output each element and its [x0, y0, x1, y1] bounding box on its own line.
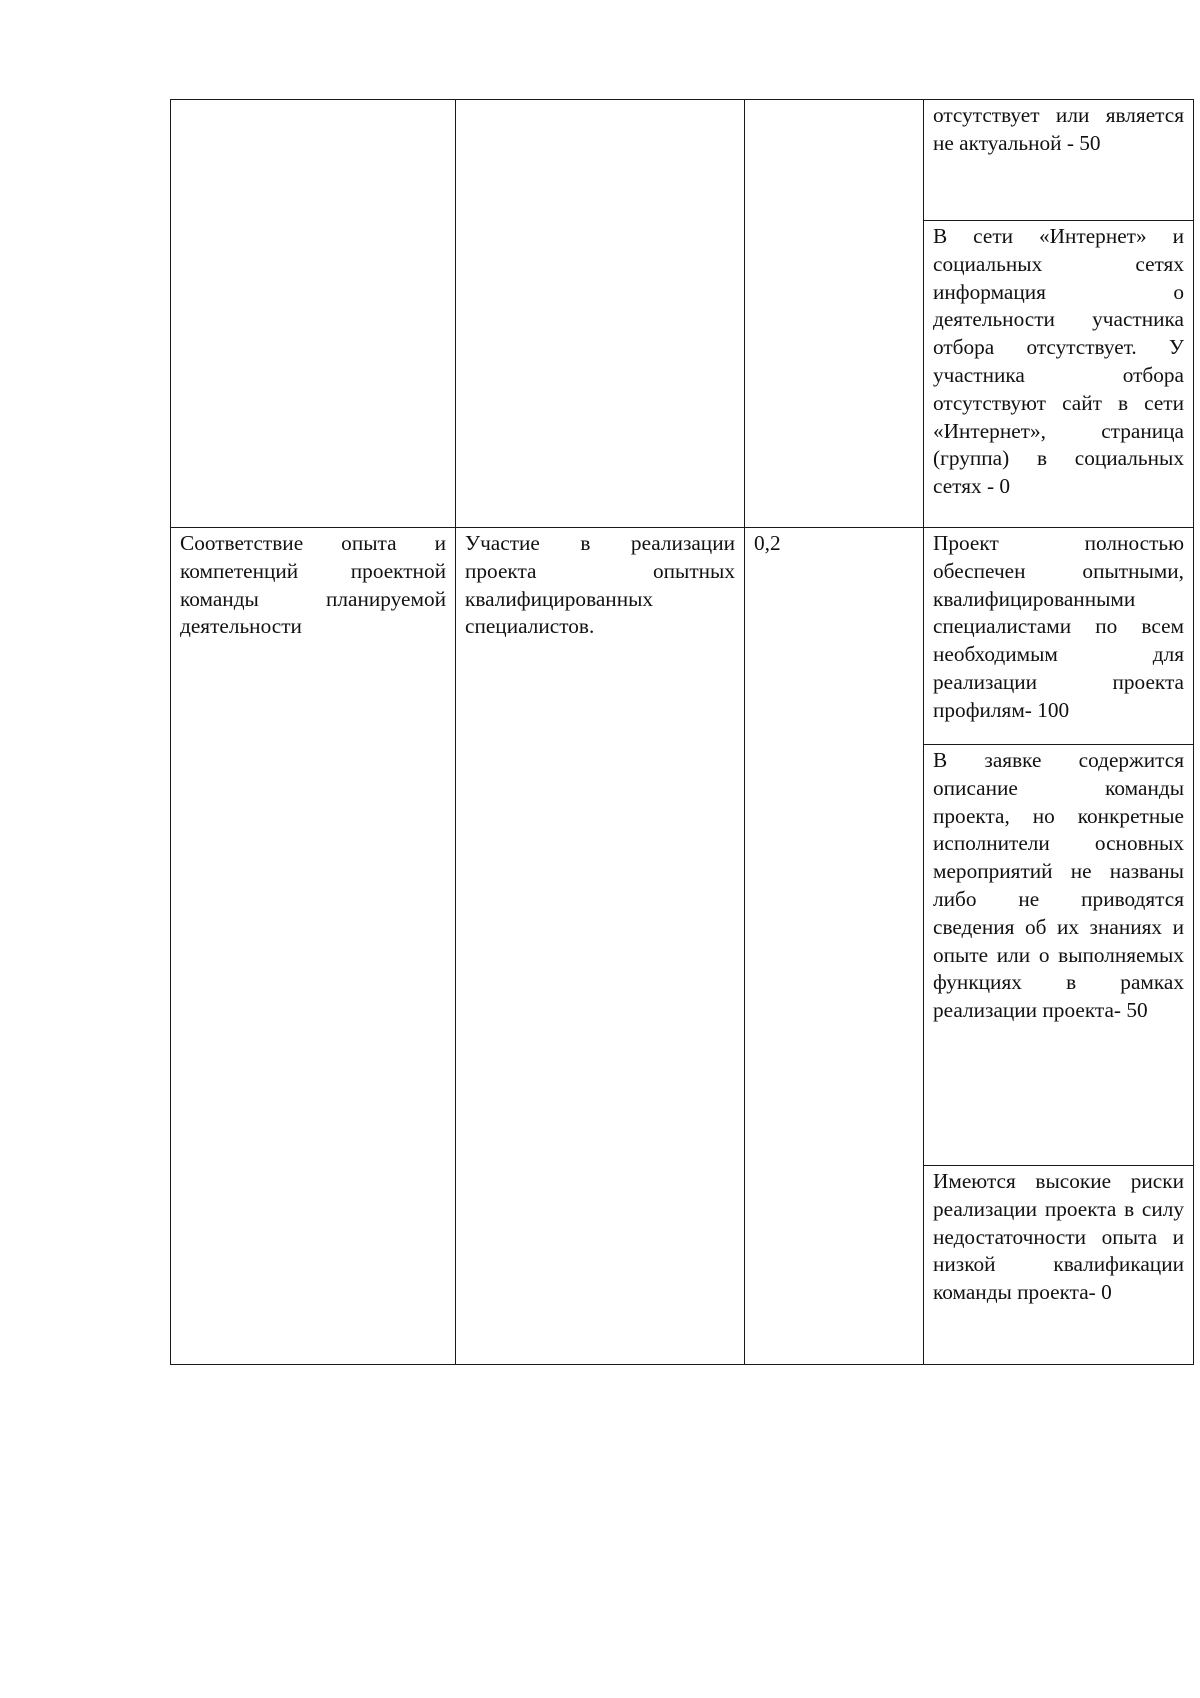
- indicator-cell: Участие в реализации проекта опытных квалифицированных специалистов.: [456, 528, 745, 1365]
- criterion-cell: [171, 100, 456, 528]
- weight-cell: 0,2: [745, 528, 924, 1365]
- score-cell: В сети «Интернет» и социальных сетях информация о деятельности участника отбора отсутствует. У участника отбора отсутствуют сайт в сети «Интернет», страница (группа) в социальных сетях - 0: [924, 221, 1194, 528]
- score-cell: В заявке содержится описание команды проекта, но конкретные исполнители основных мероприятий не названы либо не приводятся сведения об их знаниях и опыте или о выполняемых функциях в рамках реализации проекта- 50: [924, 745, 1194, 1166]
- weight-cell: [745, 100, 924, 528]
- evaluation-criteria-table: [170, 99, 1194, 1365]
- score-cell: Проект полностью обеспечен опытными, квалифицированными специалистами по всем необходимым для реализации проекта профилям- 100: [924, 528, 1194, 745]
- criterion-cell: Соответствие опыта и компетенций проектной команды планируемой деятельности: [171, 528, 456, 1365]
- indicator-cell: [456, 100, 745, 528]
- score-cell: Имеются высокие риски реализации проекта в силу недостаточности опыта и низкой квалификации команды проекта- 0: [924, 1166, 1194, 1365]
- score-cell: отсутствует или является не актуальной - 50: [924, 100, 1194, 221]
- table-row: [171, 528, 1194, 745]
- table-row: [171, 100, 1194, 221]
